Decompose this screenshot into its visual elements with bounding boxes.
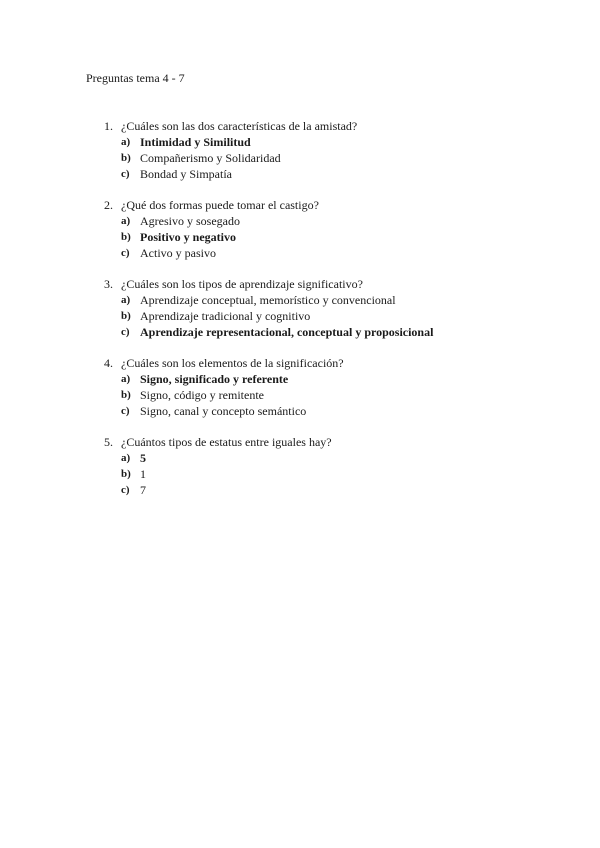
question-item — [0, 435, 600, 514]
answer-text: Intimidad y Similitud — [140, 135, 251, 149]
answer-letter: a) — [121, 373, 131, 385]
answer-option — [0, 451, 600, 467]
answer-letter: b) — [121, 310, 131, 322]
answer-text: Positivo y negativo — [140, 230, 236, 244]
answer-text: 7 — [140, 483, 146, 497]
document-title: Preguntas tema 4 - 7 — [86, 71, 185, 85]
answer-list — [0, 135, 600, 183]
answer-letter: b) — [121, 468, 131, 480]
question-text: ¿Cuáles son los elementos de la significación? — [121, 356, 344, 370]
question-text: ¿Cuántos tipos de estatus entre iguales hay? — [121, 435, 332, 449]
answer-option — [0, 167, 600, 183]
answer-text: Aprendizaje tradicional y cognitivo — [140, 309, 311, 323]
question-item — [0, 277, 600, 356]
question-number: 5. — [104, 435, 113, 449]
question-text: ¿Cuáles son las dos características de la amistad? — [121, 119, 358, 133]
answer-letter: a) — [121, 136, 131, 148]
answer-option — [0, 135, 600, 151]
answer-option — [0, 214, 600, 230]
answer-letter: c) — [121, 484, 130, 496]
question-list — [0, 119, 600, 514]
answer-letter: a) — [121, 215, 131, 227]
question-text: ¿Qué dos formas puede tomar el castigo? — [121, 198, 319, 212]
answer-letter: b) — [121, 152, 131, 164]
answer-letter: c) — [121, 168, 130, 180]
answer-option — [0, 230, 600, 246]
answer-text: Signo, código y remitente — [140, 388, 264, 402]
answer-letter: c) — [121, 405, 130, 417]
answer-text: Compañerismo y Solidaridad — [140, 151, 281, 165]
answer-option — [0, 293, 600, 309]
answer-option — [0, 325, 600, 341]
question-item — [0, 356, 600, 435]
answer-text: Signo, significado y referente — [140, 372, 289, 386]
answer-text: Aprendizaje conceptual, memorístico y convencional — [140, 293, 396, 307]
answer-option — [0, 151, 600, 167]
answer-option — [0, 246, 600, 262]
answer-text: Agresivo y sosegado — [140, 214, 240, 228]
answer-text: Bondad y Simpatía — [140, 167, 232, 181]
answer-option — [0, 372, 600, 388]
answer-letter: c) — [121, 326, 130, 338]
answer-option — [0, 467, 600, 483]
answer-option — [0, 388, 600, 404]
answer-letter: a) — [121, 452, 131, 464]
answer-letter: b) — [121, 231, 131, 243]
question-item — [0, 198, 600, 277]
answer-option — [0, 483, 600, 499]
answer-text: Aprendizaje representacional, conceptual y proposicional — [140, 325, 434, 339]
question-number: 4. — [104, 356, 113, 370]
answer-text: 1 — [140, 467, 146, 481]
answer-option — [0, 309, 600, 325]
answer-list — [0, 214, 600, 262]
answer-letter: c) — [121, 247, 130, 259]
answer-list — [0, 451, 600, 499]
answer-list — [0, 372, 600, 420]
answer-list — [0, 293, 600, 341]
answer-text: 5 — [140, 451, 146, 465]
question-item — [0, 119, 600, 198]
answer-letter: b) — [121, 389, 131, 401]
answer-text: Signo, canal y concepto semántico — [140, 404, 307, 418]
answer-text: Activo y pasivo — [140, 246, 216, 260]
question-text: ¿Cuáles son los tipos de aprendizaje significativo? — [121, 277, 363, 291]
question-number: 2. — [104, 198, 113, 212]
answer-letter: a) — [121, 294, 131, 306]
answer-option — [0, 404, 600, 420]
question-number: 1. — [104, 119, 113, 133]
question-number: 3. — [104, 277, 113, 291]
